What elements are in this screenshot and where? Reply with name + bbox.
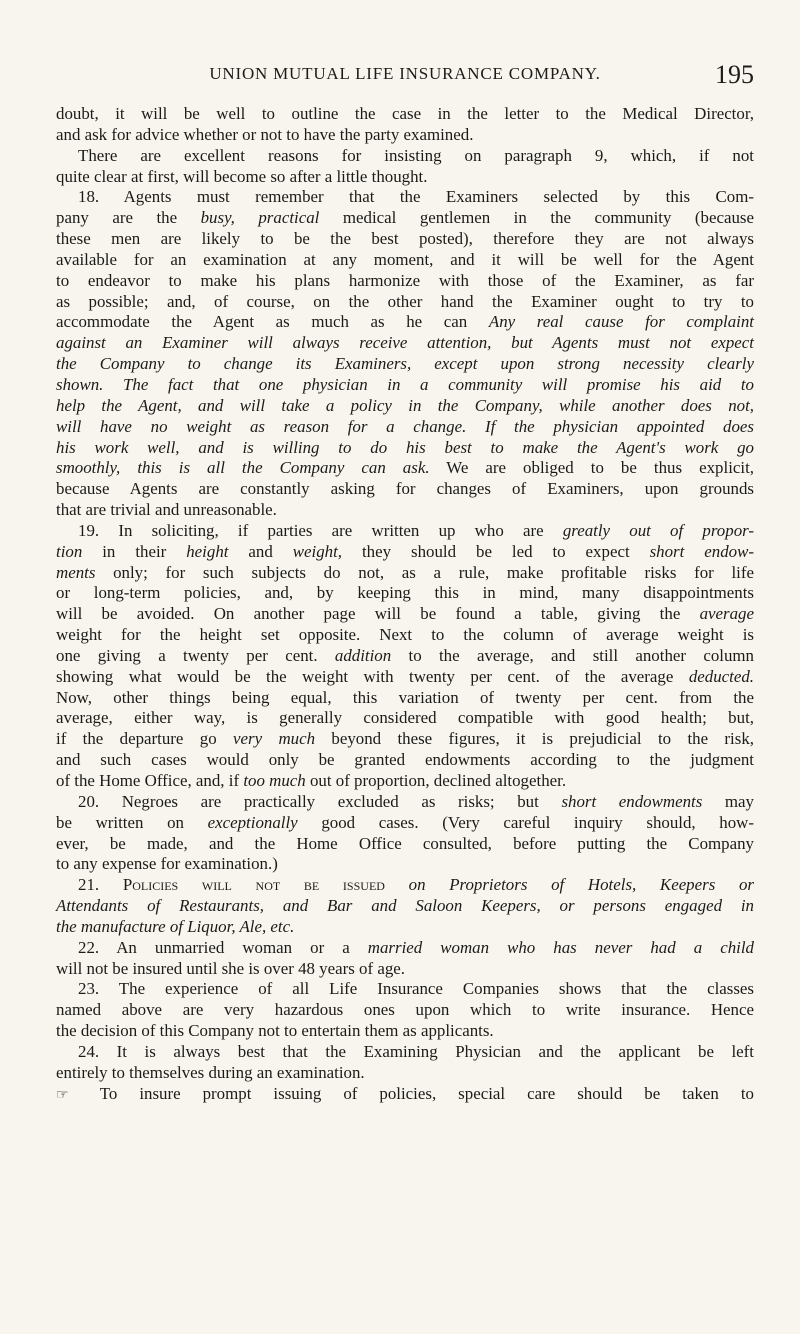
text-run: 22. An unmarried woman or a (78, 937, 368, 957)
italic-text: his work well, and is willing to do his best to make the Agent's work go (56, 437, 754, 457)
text-run: good cases. (Very careful inquiry should, how- (297, 812, 754, 832)
text-run: 24. It is always best that the Examining Physician and the applicant be left (78, 1041, 754, 1061)
text-run: will not be insured until she is over 48 years of age. (56, 958, 405, 978)
italic-text: very much (233, 729, 316, 749)
italic-text: on Proprietors of Hotels, Keepers or (408, 875, 754, 895)
running-title: UNION MUTUAL LIFE INSURANCE COMPANY. (209, 64, 601, 83)
text-line (56, 521, 754, 542)
text-run: 18. Agents must remember that the Examiners selected by this Com- (78, 187, 754, 207)
page-header (56, 60, 754, 96)
text-line (56, 375, 754, 396)
text-run: weight for the height set opposite. Next to the column of average weight is (56, 625, 754, 645)
text-line (56, 1021, 754, 1042)
text-line (56, 229, 754, 250)
text-line (56, 146, 754, 167)
text-line (56, 458, 754, 479)
text-run: average, either way, is generally considered compatible with good health; but, (56, 708, 754, 728)
text-run: of the Home Office, and, if (56, 771, 244, 790)
text-run: To insure prompt issuing of policies, special care should be taken to (78, 1083, 754, 1103)
text-line (56, 875, 754, 896)
text-line (56, 1063, 754, 1084)
text-run: ever, be made, and the Home Office consulted, before putting the Company (56, 833, 754, 853)
text-run: beyond these figures, it is prejudicial to the risk, (315, 729, 754, 749)
text-line (56, 792, 754, 813)
text-line (56, 583, 754, 604)
text-run: 19. In soliciting, if parties are written up who are (78, 520, 563, 540)
text-line (56, 271, 754, 292)
italic-text: married woman who has never had a child (367, 937, 754, 957)
italic-text: busy, practical (200, 208, 320, 228)
italic-text: ments (56, 562, 96, 582)
text-line (56, 834, 754, 855)
italic-text: short endowments (561, 791, 703, 811)
italic-text: short endow- (649, 541, 754, 561)
text-line (56, 1042, 754, 1063)
text-line (56, 1000, 754, 1021)
text-line (56, 563, 754, 584)
italic-text: too much (243, 771, 306, 790)
text-run: 21. (78, 875, 123, 895)
text-run: as possible; and, of course, on the other hand the Examiner ought to try to (56, 291, 754, 311)
italic-text: Attendants of Restaurants, and Bar and Saloon Keepers, or persons engaged in (56, 896, 754, 916)
italic-text: will have no weight as reason for a change. If the physician appointed does (56, 416, 754, 436)
italic-text: help the Agent, and will take a policy in the Company, while another does not, (56, 395, 754, 415)
text-line (56, 813, 754, 834)
text-line (56, 187, 754, 208)
text-run: Now, other things being equal, this variation of twenty per cent. from the (56, 687, 754, 707)
text-line (56, 688, 754, 709)
italic-text: the manufacture of Liquor, Ale, etc. (56, 916, 295, 936)
text-run: named above are very hazardous ones upon which to write insurance. Hence (56, 1000, 754, 1020)
text-run: that are trivial and unreasonable. (56, 500, 277, 520)
text-run: pany are the (56, 208, 201, 228)
text-line (56, 396, 754, 417)
text-line (56, 479, 754, 500)
text-run: and ask for advice whether or not to have the party examined. (56, 124, 474, 144)
text-line (56, 167, 754, 188)
text-line (56, 1084, 754, 1107)
italic-text: exceptionally (207, 812, 298, 832)
text-run: 20. Negroes are practically excluded as risks; but (78, 791, 562, 811)
text-line (56, 959, 754, 980)
text-line (56, 938, 754, 959)
text-run: accommodate the Agent as much as he can (56, 312, 489, 332)
text-run: entirely to themselves during an examination. (56, 1062, 365, 1082)
text-line (56, 917, 754, 938)
text-line (56, 750, 754, 771)
text-line (56, 708, 754, 729)
text-run: to any expense for examination.) (56, 854, 278, 874)
text-run: available for an examination at any moment, and it will be well for the Agent (56, 249, 754, 269)
text-line (56, 604, 754, 625)
text-line (56, 500, 754, 521)
text-line (56, 896, 754, 917)
text-line (56, 625, 754, 646)
text-run: if the departure go (56, 729, 234, 749)
text-run: may (702, 791, 754, 811)
text-run: quite clear at first, will become so after a little thought. (56, 166, 428, 186)
italic-text: the Company to change its Examiners, except upon strong necessity clearly (56, 354, 754, 374)
text-run: these men are likely to be the best posted), therefore they are not always (56, 229, 754, 249)
text-run: and (228, 541, 293, 561)
italic-text: tion (56, 541, 83, 561)
text-run: doubt, it will be well to outline the case in the letter to the Medical Director, (56, 104, 754, 123)
text-run: showing what would be the weight with twenty per cent. of the average (56, 666, 689, 686)
italic-text: height (186, 541, 229, 561)
text-run: in their (82, 541, 187, 561)
text-line (56, 250, 754, 271)
body-text (56, 104, 754, 1107)
text-run (385, 875, 409, 894)
italic-text: greatly out of propor- (562, 520, 754, 540)
text-line (56, 354, 754, 375)
text-run: to the average, and still another column (391, 645, 755, 665)
pointing-hand-icon: ☞ (56, 1087, 69, 1103)
italic-text: Any real cause for complaint (488, 312, 754, 332)
text-line (56, 438, 754, 459)
text-run: one giving a twenty per cent. (56, 645, 335, 665)
italic-text: shown. The fact that one physician in a community will promise his aid to (56, 374, 754, 394)
text-line (56, 729, 754, 750)
text-run: 23. The experience of all Life Insurance Companies shows that the classes (78, 979, 754, 999)
italic-text: average (699, 604, 754, 624)
text-run: will be avoided. On another page will be found a table, giving the (56, 604, 700, 624)
text-run: or long-term policies, and, by keeping this in mind, many disappointments (56, 583, 754, 603)
text-line (56, 646, 754, 667)
text-run: to endeavor to make his plans harmonize with those of the Examiner, as far (56, 270, 754, 290)
text-line (56, 667, 754, 688)
text-line (56, 333, 754, 354)
text-line (56, 125, 754, 146)
text-line (56, 854, 754, 875)
text-line (56, 542, 754, 563)
italic-text: weight, (292, 541, 343, 561)
text-line (56, 312, 754, 333)
text-line (56, 417, 754, 438)
text-line (56, 208, 754, 229)
text-run: There are excellent reasons for insisting on paragraph 9, which, if not (78, 145, 754, 165)
italic-text: smoothly, this is all the Company can ask. (56, 458, 430, 478)
italic-text: against an Examiner will always receive attention, but Agents must not expect (56, 333, 754, 353)
page-number: 195 (715, 60, 754, 89)
text-run: be written on (56, 812, 208, 832)
text-line (56, 771, 754, 792)
text-run: they should be led to expect (342, 541, 650, 561)
text-run: medical gentlemen in the community (because (319, 208, 754, 228)
text-run: only; for such subjects do not, as a rule, make profitable risks for life (95, 562, 754, 582)
text-run: because Agents are constantly asking for changes of Examiners, upon grounds (56, 479, 754, 499)
small-caps-text: Policies will not be issued (122, 875, 385, 895)
text-line (56, 104, 754, 125)
text-run: We are obliged to be thus explicit, (429, 458, 754, 478)
text-run: and such cases would only be granted endowments according to the judgment (56, 750, 754, 770)
italic-text: addition (334, 645, 392, 665)
italic-text: deducted. (688, 666, 754, 686)
text-run: out of proportion, declined altogether. (305, 771, 567, 790)
text-line (56, 292, 754, 313)
text-run: the decision of this Company not to entertain them as applicants. (56, 1021, 494, 1041)
text-line (56, 979, 754, 1000)
